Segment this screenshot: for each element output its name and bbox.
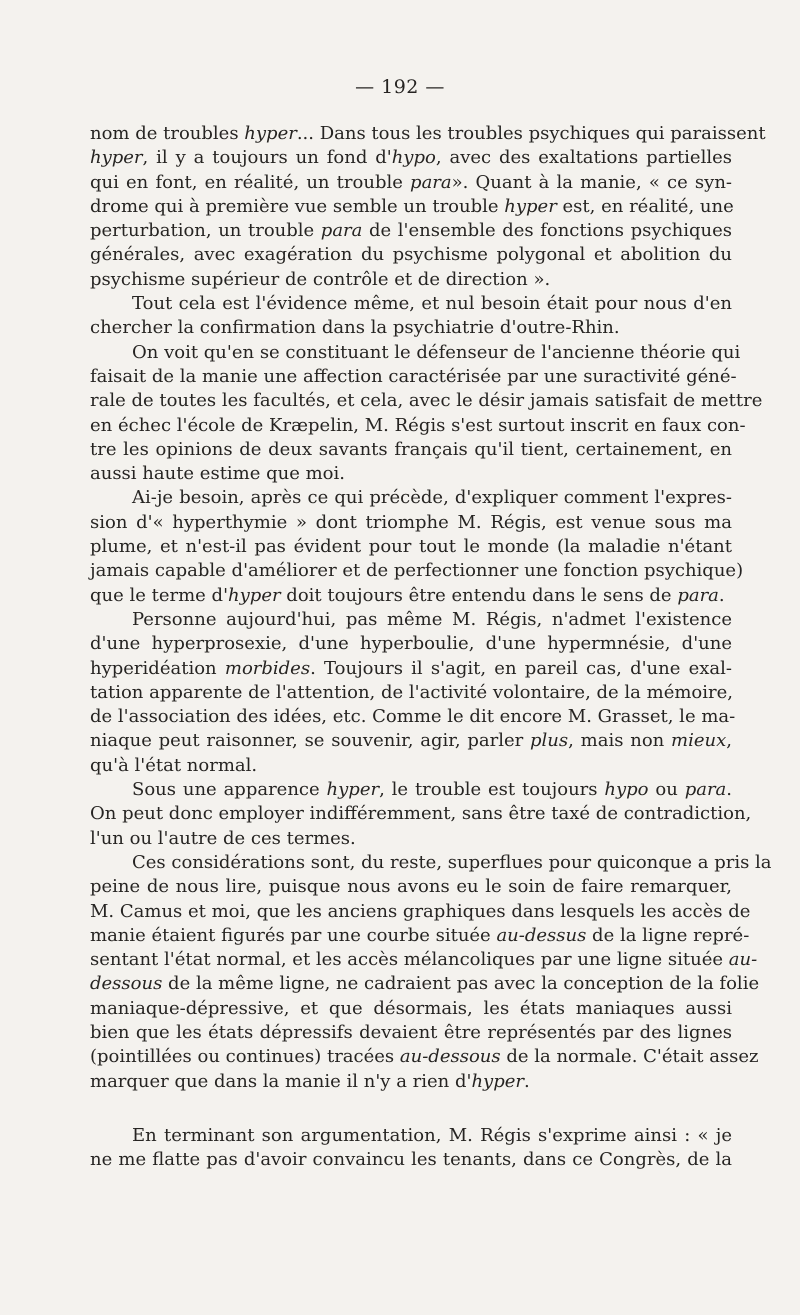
text-segment: jamais capable d'améliorer et de perfectionner une fonction psychique) [90, 560, 744, 582]
text-segment: sentant l'état normal, et les accès mélancoliques par une ligne située [90, 949, 729, 971]
italic-term: au- [728, 949, 758, 971]
text-line [90, 316, 732, 340]
text-segment: M. Camus et moi, que les anciens graphiques dans lesquels les accès de [90, 900, 751, 922]
text-segment: perturbation, un trouble [90, 220, 321, 242]
text-segment: tation apparente de l'attention, de l'activité volontaire, de la mémoire, [90, 681, 733, 703]
text-segment: de l'association des idées, etc. Comme le dit encore M. Grasset, le ma- [90, 706, 736, 728]
text-segment: (pointillées ou continues) tracées [90, 1046, 400, 1068]
text-line [90, 827, 732, 851]
text-segment: bien que les états dépressifs devaient être représentés par des lignes [90, 1021, 732, 1043]
text-line [90, 438, 732, 462]
text-line [90, 754, 732, 778]
text-segment: manie étaient figurés par une courbe située [90, 924, 497, 946]
text-segment: que le terme d' [90, 584, 229, 606]
text-line [90, 900, 751, 924]
text-segment: maniaque-dépressive, et que désormais, les états maniaques aussi [90, 997, 732, 1019]
text-segment: rale de toutes les facultés, et cela, avec le désir jamais satisfait de mettre [90, 390, 763, 412]
text-segment: marquer que dans la manie il n'y a rien d' [90, 1070, 472, 1092]
text-segment: , il y a toujours un fond d' [142, 147, 392, 169]
text-segment: Ai-je besoin, après ce qui précède, d'expliquer comment l'expres- [132, 487, 732, 509]
text-line [90, 243, 732, 267]
text-segment: chercher la confirmation dans la psychiatrie d'outre-Rhin. [90, 317, 620, 339]
text-segment: de la même ligne, ne cadraient pas avec la conception de la folie [162, 973, 760, 995]
text-segment: . [718, 584, 725, 606]
text-segment: d'une hyperprosexie, d'une hyperboulie, d'une hypermnésie, d'une [90, 633, 732, 655]
italic-term: hyper [244, 123, 297, 144]
text-segment: En terminant son argumentation, M. Régis s'exprime ainsi : « je [132, 1125, 732, 1146]
text-segment: sion d'« hyperthymie » dont triomphe M. Régis, est venue sous ma [90, 511, 732, 533]
text-line [90, 997, 732, 1021]
text-line [90, 559, 744, 583]
italic-term: hyper [504, 195, 557, 217]
text-line [90, 657, 732, 681]
text-line [90, 146, 732, 170]
text-line [90, 948, 758, 972]
text-line [90, 195, 732, 219]
text-line [90, 632, 732, 656]
text-line [90, 535, 732, 559]
text-segment: Tout cela est l'évidence même, et nul besoin était pour nous d'en [132, 293, 732, 315]
text-line [90, 778, 732, 802]
italic-term: hyper [471, 1070, 524, 1092]
italic-term: para [684, 779, 727, 801]
text-segment: de l'ensemble des fonctions psychiques [362, 220, 733, 242]
text-segment: , le trouble est toujours [379, 779, 605, 801]
text-line [90, 292, 732, 316]
text-line [90, 122, 766, 146]
text-segment: doit toujours être entendu dans le sens de [280, 584, 678, 606]
text-segment: Personne aujourd'hui, pas même M. Régis, n'admet l'existence [132, 608, 732, 630]
italic-term: hypo [604, 779, 649, 801]
text-line [90, 414, 746, 438]
text-segment: . [524, 1070, 530, 1092]
text-segment: qu'à l'état normal. [90, 754, 258, 776]
text-segment: niaque peut raisonner, se souvenir, agir, parler [90, 730, 531, 752]
text-segment: psychisme supérieur de contrôle et de direction ». [90, 268, 551, 290]
text-line [90, 972, 760, 996]
text-segment: , mais non [568, 730, 672, 752]
text-segment: de la ligne repré- [586, 924, 750, 946]
italic-term: para [410, 171, 452, 193]
text-segment: , [726, 730, 733, 752]
text-segment: Sous une apparence [132, 779, 327, 801]
text-segment: aussi haute estime que moi. [90, 463, 345, 485]
text-line [90, 1148, 732, 1172]
text-line [90, 729, 732, 753]
italic-term: hyper [228, 584, 281, 606]
text-line [90, 851, 772, 875]
text-line [90, 802, 752, 826]
text-line [90, 1070, 732, 1094]
text-line [90, 924, 750, 948]
text-line [90, 1045, 759, 1069]
text-segment: nom de troubles [90, 123, 245, 144]
text-segment: ... Dans tous les troubles psychiques qui paraissent [296, 123, 766, 144]
text-line [90, 389, 763, 413]
text-line [90, 219, 732, 243]
italic-term: hyper [326, 779, 380, 801]
text-segment: l'un ou l'autre de ces termes. [90, 827, 356, 849]
text-line [90, 171, 732, 195]
text-segment: de la normale. C'était assez [500, 1046, 759, 1068]
text-segment: tre les opinions de deux savants français qu'il tient, certainement, en [90, 438, 732, 460]
text-segment: . [726, 779, 733, 801]
text-segment: Ces considérations sont, du reste, superflues pour quiconque a pris la [132, 851, 772, 873]
text-segment: en échec l'école de Kræpelin, M. Régis s'est surtout inscrit en faux con- [90, 414, 746, 436]
italic-term: plus [530, 730, 569, 752]
text-segment: est, en réalité, une [556, 195, 734, 217]
text-line [90, 462, 732, 486]
text-segment: plume, et n'est-il pas évident pour tout le monde (la maladie n'étant [90, 536, 732, 558]
text-segment: faisait de la manie une affection caractérisée par une suractivité géné- [90, 365, 737, 387]
text-segment: . Toujours il s'agit, en pareil cas, d'une exal- [310, 657, 732, 679]
text-segment: qui en font, en réalité, un trouble [90, 171, 411, 193]
text-segment: générales, avec exagération du psychisme polygonal et abolition du [90, 244, 732, 266]
page-number: — 192 — [355, 76, 445, 98]
text-line [90, 875, 732, 899]
text-line [90, 584, 732, 608]
text-line [90, 486, 732, 510]
text-segment: peine de nous lire, puisque nous avons eu le soin de faire remarquer, [90, 876, 732, 898]
text-line [90, 341, 741, 365]
italic-term: para [320, 220, 363, 242]
text-line [90, 1021, 732, 1045]
text-line [90, 365, 737, 389]
italic-term: dessous [90, 973, 163, 995]
italic-term: morbides [224, 657, 311, 679]
text-segment: ne me flatte pas d'avoir convaincu les tenants, dans ce Congrès, de la [90, 1149, 732, 1171]
text-segment: ou [648, 779, 685, 801]
italic-term: mieux [671, 730, 727, 752]
text-segment: drome qui à première vue semble un trouble [90, 195, 505, 217]
text-line [90, 705, 736, 729]
italic-term: au-dessus [496, 924, 587, 946]
italic-term: au-dessous [399, 1046, 501, 1068]
text-segment: hyperidéation [90, 657, 225, 679]
italic-term: hypo [391, 147, 436, 169]
text-segment: , avec des exaltations partielles [435, 147, 732, 169]
text-line [90, 511, 732, 535]
text-segment: On voit qu'en se constituant le défenseur de l'ancienne théorie qui [132, 341, 741, 363]
body-text [90, 122, 772, 1094]
text-line [90, 268, 732, 292]
italic-term: para [677, 584, 719, 606]
closing-paragraph [90, 1124, 732, 1173]
text-segment: ». Quant à la manie, « ce syn- [451, 171, 732, 193]
text-line [90, 608, 732, 632]
text-segment: On peut donc employer indifféremment, sans être taxé de contradiction, [90, 803, 752, 825]
italic-term: hyper [90, 147, 143, 169]
text-line [90, 1124, 732, 1148]
text-line [90, 681, 732, 705]
